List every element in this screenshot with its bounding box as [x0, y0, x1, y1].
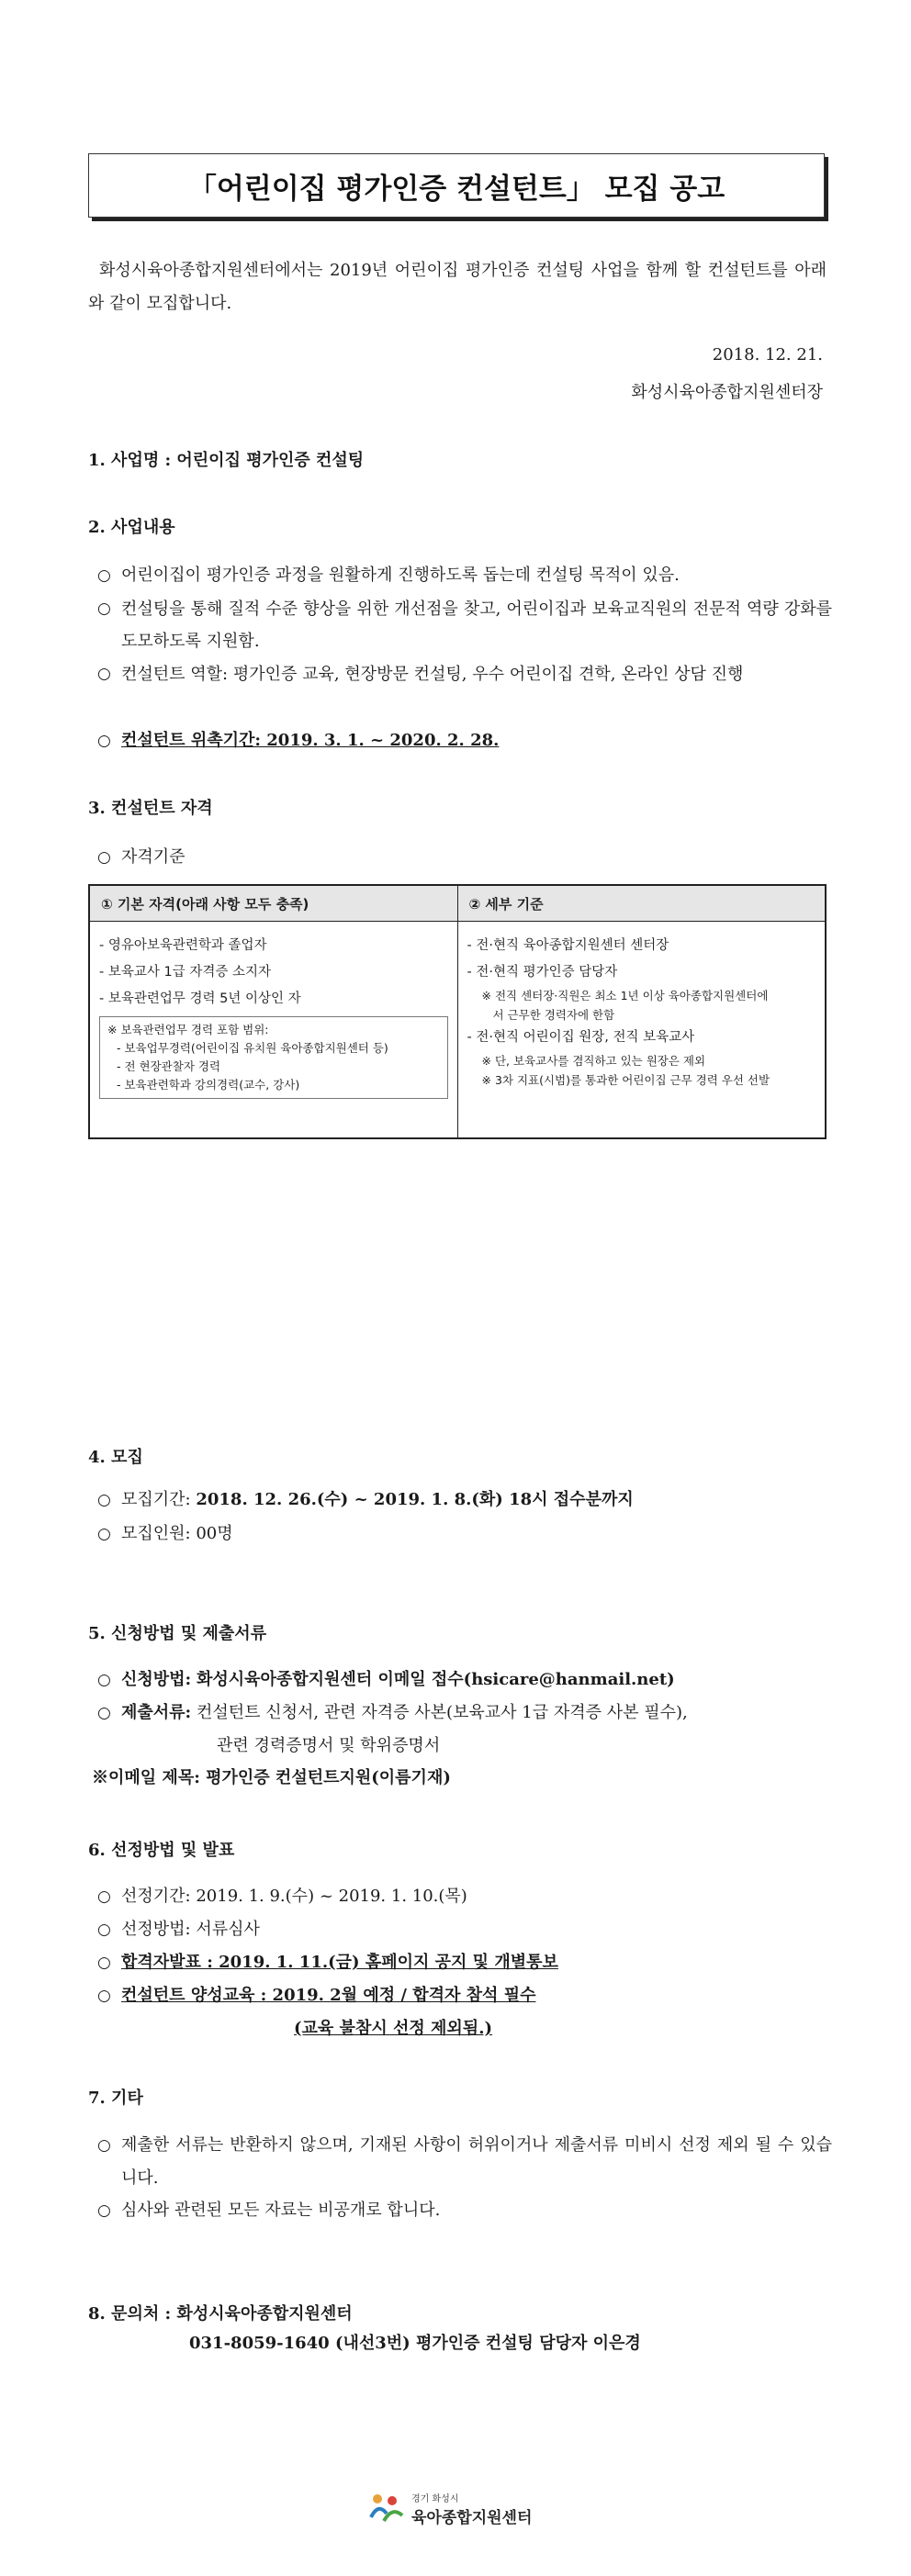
circle-bullet-icon: ○	[97, 1887, 111, 1906]
circle-bullet-icon: ○	[97, 1491, 111, 1509]
list-item: ○ 신청방법: 화성시육아종합지원센터 이메일 접수(hsicare@hanmail.net)	[97, 1666, 832, 1694]
list-item-continuation: 관련 경력증명서 및 학위증명서	[217, 1736, 441, 1755]
list-item: ○ 제출서류: 컨설턴트 신청서, 관련 자격증 사본(보육교사 1급 자격증 사본 필수),	[97, 1699, 832, 1727]
section-2-heading: 2. 사업내용	[88, 518, 175, 537]
circle-bullet-icon: ○	[97, 599, 111, 618]
circle-bullet-icon: ○	[97, 2136, 111, 2155]
logo-main-text: 육아종합지원센터	[411, 2509, 533, 2527]
table-header: ① 기본 자격(아래 사항 모두 충족)	[89, 885, 457, 922]
circle-bullet-icon: ○	[97, 2201, 111, 2220]
list-item: ○ 컨설턴트 역할: 평가인증 교육, 현장방문 컨설팅, 우수 어린이집 견학, 온라인 상담 진행	[97, 659, 832, 689]
list-item: ○ 어린이집이 평가인증 과정을 원활하게 진행하도록 돕는데 컨설팅 목적이 있음.	[97, 562, 832, 589]
section-6-heading: 6. 선정방법 및 발표	[88, 1841, 235, 1860]
sub-note: ※ 3차 지표(시범)를 통과한 어린이집 근무 경력 우선 선발	[481, 1073, 770, 1087]
center-logo-icon	[367, 2490, 406, 2528]
qualification-table	[88, 884, 827, 1139]
list-item: ○ 자격기준	[97, 844, 832, 871]
sub-note: ※ 단, 보육교사를 겸직하고 있는 원장은 제외	[481, 1054, 706, 1068]
circle-bullet-icon: ○	[97, 665, 111, 683]
section-5-heading: 5. 신청방법 및 제출서류	[88, 1624, 267, 1643]
note-box: ※ 보육관련업무 경력 포함 범위: - 보육업무경력(어린이집 유치원 육아종합지원센터 등) - 전 현장관찰자 경력 - 보육관련학과 강의경력(교수, 강사)	[99, 1016, 448, 1099]
contact-line: 031-8059-1640 (내선3번) 평가인증 컨설팅 담당자 이은경	[189, 2334, 641, 2353]
section-3-heading: 3. 컨설턴트 자격	[88, 799, 213, 818]
list-item: - 영유아보육관련학과 졸업자	[99, 938, 267, 953]
section-7-heading: 7. 기타	[88, 2089, 143, 2108]
list-item: ○ 심사와 관련된 모든 자료는 비공개로 합니다.	[97, 2197, 832, 2224]
intro-paragraph: 화성시육아종합지원센터에서는 2019년 어린이집 평가인증 컨설팅 사업을 함께 할 컨설턴트를 아래와 같이 모집합니다.	[88, 261, 827, 313]
sub-note: ※ 전직 센터장·직원은 최소 1년 이상 육아종합지원센터에	[481, 989, 769, 1002]
email-note: ※이메일 제목: 평가인증 컨설턴트지원(이름기재)	[92, 1768, 451, 1787]
circle-bullet-icon: ○	[97, 732, 111, 750]
issuer: 화성시육아종합지원센터장	[631, 383, 823, 402]
circle-bullet-icon: ○	[97, 1954, 111, 1972]
page-title: 「어린이집 평가인증 컨설턴트」 모집 공고	[88, 153, 825, 218]
list-item: ○ 모집인원: 00명	[97, 1520, 832, 1548]
list-item: - 전·현직 평가인증 담당자	[467, 965, 618, 980]
list-item: - 보육관련업무 경력 5년 이상인 자	[99, 991, 301, 1006]
list-item: ○ 선정기간: 2019. 1. 9.(수) ~ 2019. 1. 10.(목)	[97, 1883, 832, 1910]
list-item: ○ 컨설턴트 양성교육 : 2019. 2월 예정 / 합격자 참석 필수	[97, 1982, 832, 2010]
list-item: ○ 컨설팅을 통해 질적 수준 향상을 위한 개선점을 찾고, 어린이집과 보육교직원의 전문적 역량 강화를 도모하도록 지원함.	[97, 593, 832, 657]
circle-bullet-icon: ○	[97, 848, 111, 867]
circle-bullet-icon: ○	[97, 1671, 111, 1689]
sub-note: 서 근무한 경력자에 한함	[492, 1008, 615, 1022]
list-item: ○ 모집기간: 2018. 12. 26.(수) ~ 2019. 1. 8.(화) 18시 접수분까지	[97, 1486, 832, 1514]
center-logo	[367, 2485, 532, 2533]
circle-bullet-icon: ○	[97, 1987, 111, 2005]
list-item: ○ 컨설턴트 위촉기간: 2019. 3. 1. ~ 2020. 2. 28.	[97, 727, 832, 755]
list-item: ○ 제출한 서류는 반환하지 않으며, 기재된 사항이 허위이거나 제출서류 미비시 선정 제외 될 수 있습니다.	[97, 2129, 832, 2195]
section-4-heading: 4. 모집	[88, 1448, 143, 1467]
list-item: ○ 합격자발표 : 2019. 1. 11.(금) 홈페이지 공지 및 개별통보	[97, 1949, 832, 1977]
detail-criteria-cell	[457, 922, 826, 1139]
notice-date: 2018. 12. 21.	[712, 345, 823, 364]
list-item-continuation: (교육 불참시 선정 제외됨.)	[294, 2019, 492, 2038]
circle-bullet-icon: ○	[97, 566, 111, 585]
list-item: - 보육교사 1급 자격증 소지자	[99, 965, 271, 980]
circle-bullet-icon: ○	[97, 1704, 111, 1722]
circle-bullet-icon: ○	[97, 1921, 111, 1939]
table-header: ② 세부 기준	[457, 885, 826, 922]
logo-small-text: 경기 화성시	[411, 2494, 459, 2504]
basic-qualification-cell	[89, 922, 457, 1139]
list-item: - 전·현직 육아종합지원센터 센터장	[467, 938, 669, 953]
section-8-heading: 8. 문의처 : 화성시육아종합지원센터	[88, 2304, 353, 2324]
circle-bullet-icon: ○	[97, 1525, 111, 1543]
list-item: ○ 선정방법: 서류심사	[97, 1916, 832, 1943]
section-1-heading: 1. 사업명 : 어린이집 평가인증 컨설팅	[88, 451, 365, 470]
list-item: - 전·현직 어린이집 원장, 전직 보육교사	[467, 1030, 695, 1045]
